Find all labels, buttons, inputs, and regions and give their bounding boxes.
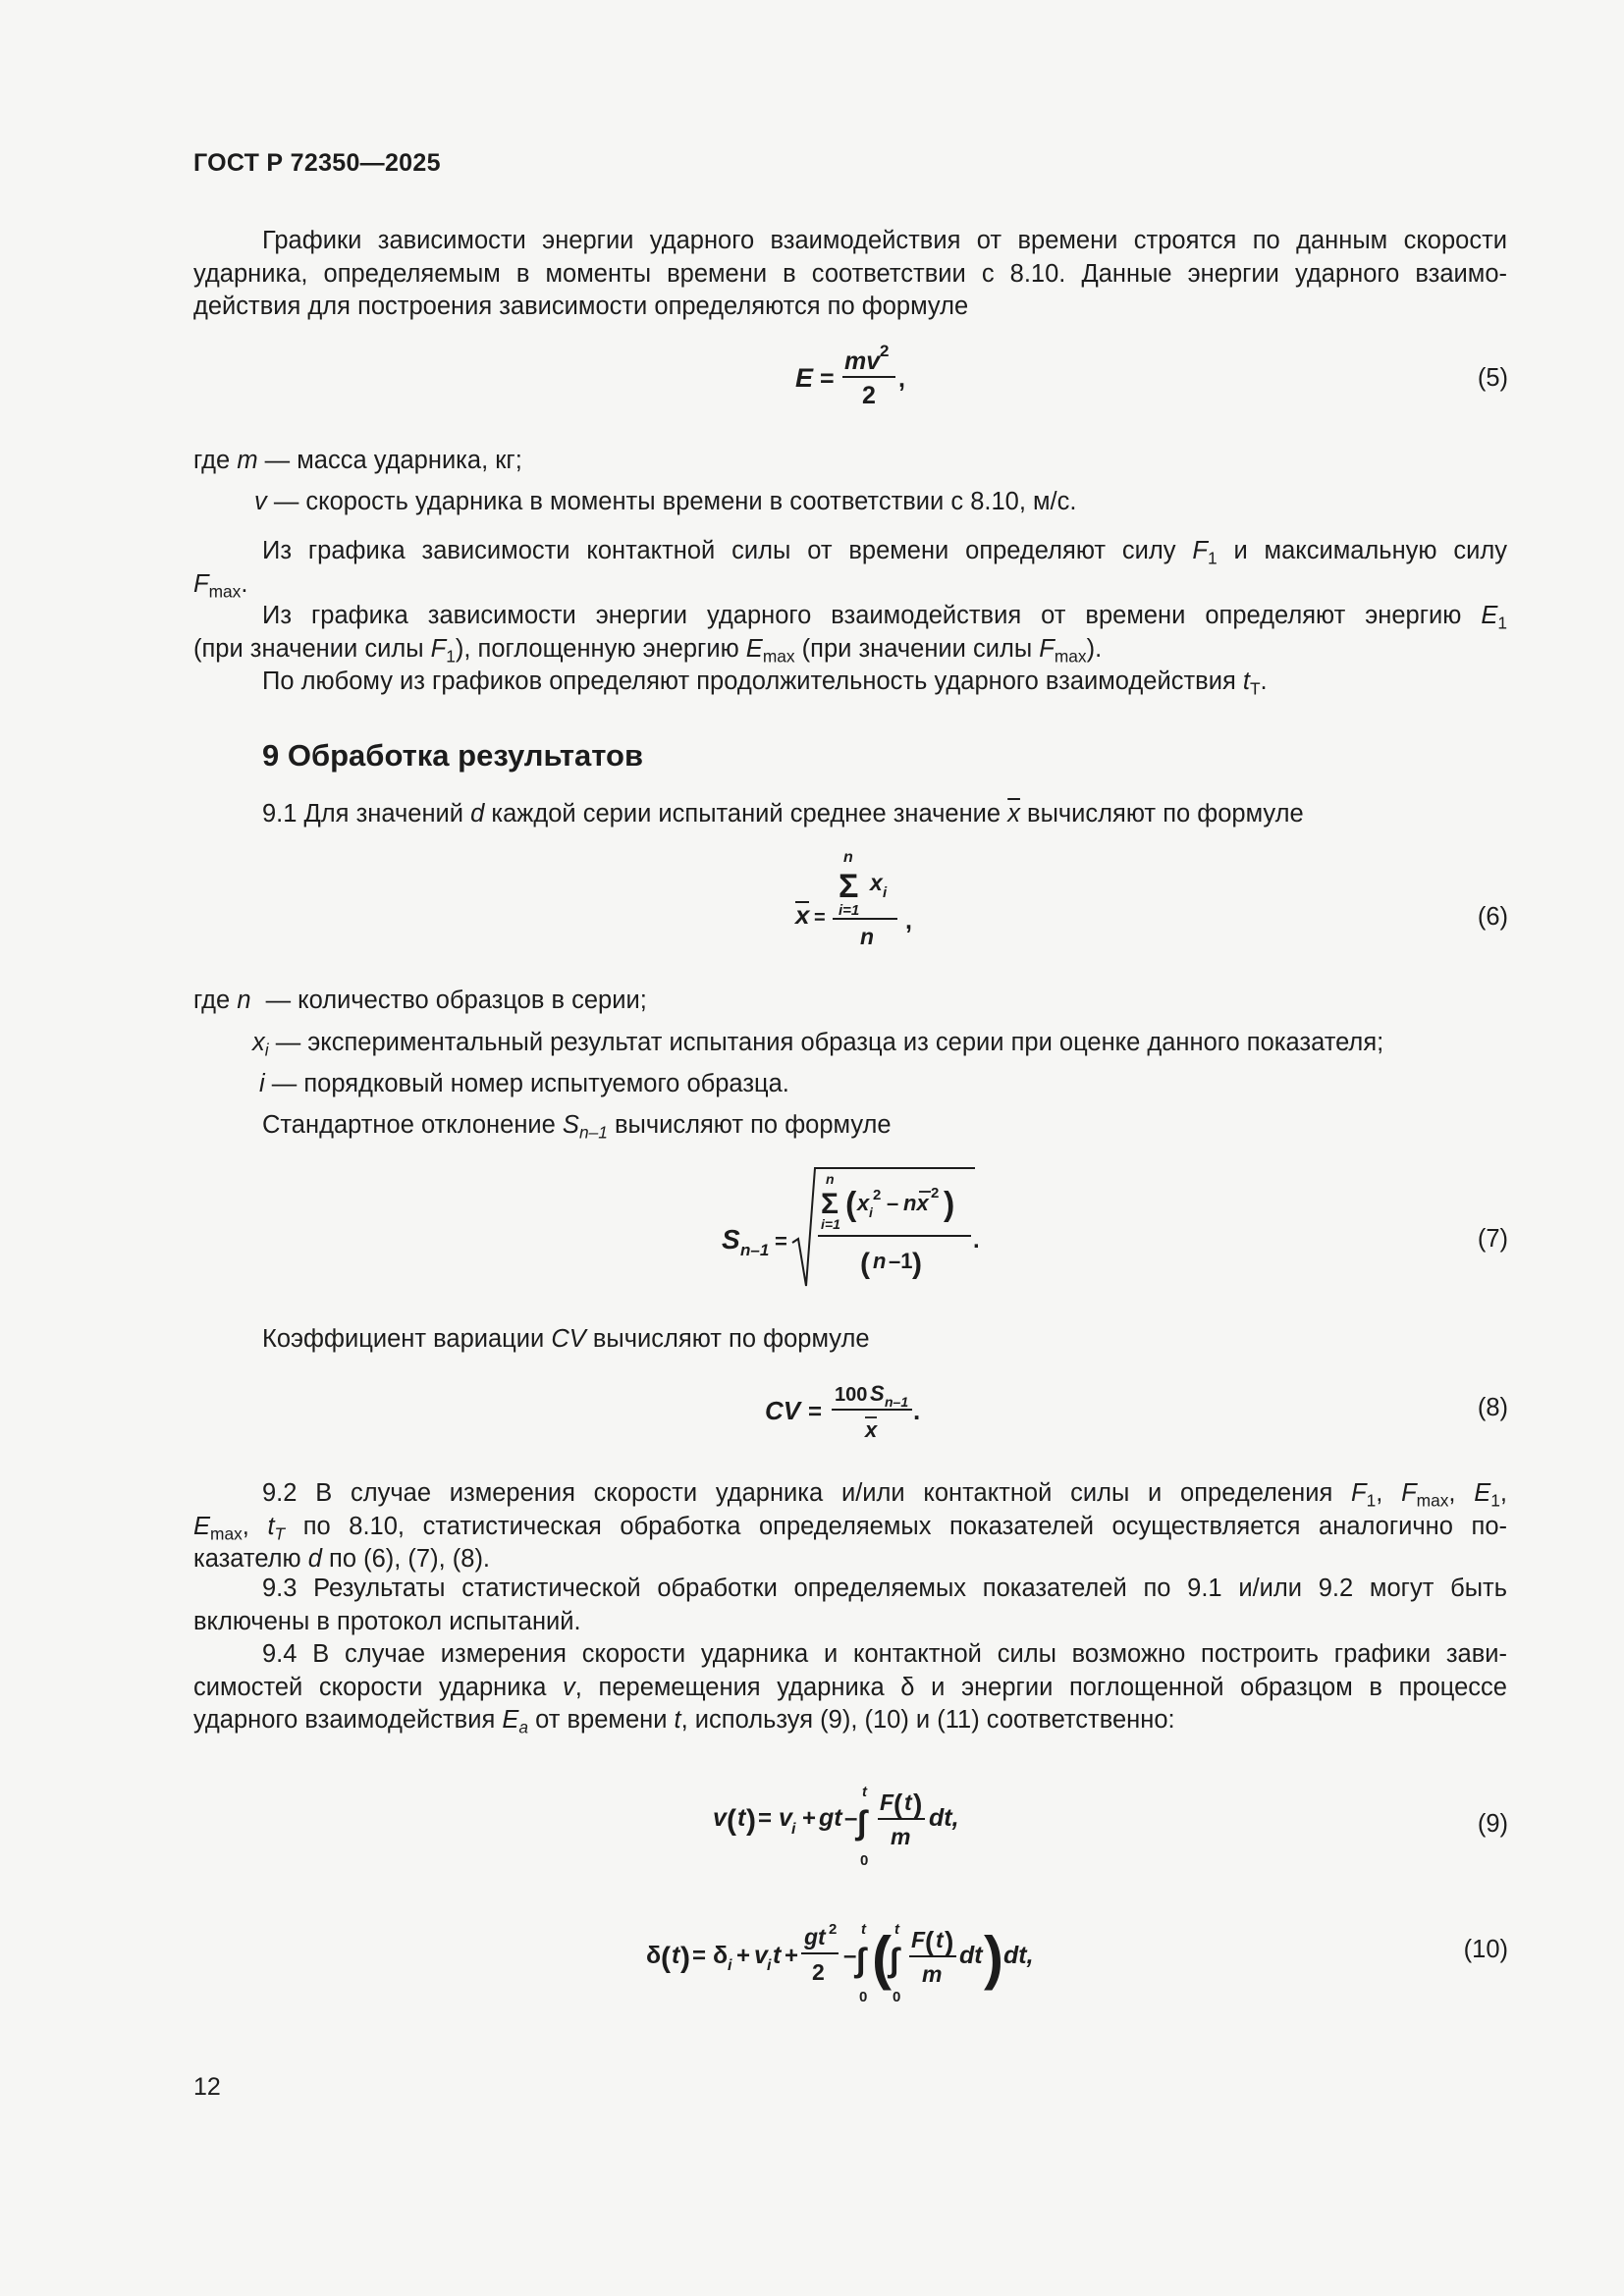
svg-text:0: 0 (893, 1989, 901, 2005)
svg-text:(: ( (661, 1942, 671, 1974)
svg-text:t: t (737, 1804, 746, 1832)
svg-text:t: t (862, 1784, 867, 1800)
section-9-heading: 9 Обработка результатов (262, 738, 644, 773)
svg-text:): ) (746, 1804, 756, 1837)
svg-text:): ) (680, 1942, 690, 1974)
svg-text:2: 2 (931, 1185, 940, 1201)
energy-line-1: Из графика зависимости энергии ударного взаимодействия от времени определяют энергию $E_1$ (262, 602, 1507, 633)
svg-text:δ: δ (713, 1942, 729, 1969)
svg-text:v: v (713, 1804, 727, 1832)
equation-number-5: (5) (1477, 364, 1508, 392)
svg-text:,: , (905, 907, 912, 934)
svg-text:δ: δ (646, 1942, 662, 1969)
svg-text:Σ: Σ (821, 1188, 839, 1220)
svg-text:n–1: n–1 (885, 1394, 909, 1410)
svg-text:(: ( (872, 1925, 892, 1991)
svg-text:(: ( (893, 1789, 903, 1819)
svg-text:x: x (870, 870, 883, 895)
svg-text:0: 0 (859, 1989, 868, 2005)
formula-9 (711, 1777, 1015, 1884)
intro-line-1: Графики зависимости энергии ударного взаимодействия от времени строятся по данным скорости (262, 227, 1507, 254)
equation-number-9: (9) (1477, 1810, 1508, 1838)
where-v-text: — скорость ударника в моменты времени в соответствии с 8.10, м/с. (266, 488, 1077, 515)
clause-9-3-line-1: 9.3 Результаты статистической обработки определяемых показателей по 9.1 и/или 9.2 могут быть (262, 1575, 1507, 1602)
svg-text:v: v (779, 1804, 792, 1832)
symbol-i: i (259, 1070, 265, 1097)
svg-text:(: ( (925, 1926, 935, 1956)
std-intro-line: Стандартное отклонение $S_{n-1}$ вычисляют по формуле (262, 1111, 892, 1143)
svg-text:gt: gt (819, 1804, 842, 1832)
svg-text:n–1: n–1 (740, 1241, 770, 1259)
svg-text:F: F (911, 1927, 926, 1952)
equation-number-8: (8) (1477, 1394, 1508, 1421)
equation-number-6: (6) (1477, 903, 1508, 931)
svg-text:∫: ∫ (856, 1942, 866, 1979)
clause-9-2-line-1: 9.2 В случае измерения скорости ударника и/или контактной силы и определения $F_1$, $F_{max}$, $E_1$, (262, 1479, 1507, 1511)
svg-text:–: – (887, 1191, 899, 1215)
eq5-numerator: mv (844, 347, 881, 375)
where-xi-line: $x_i$ — экспериментальный результат испытания образца из серии при оценке данного показателя; (252, 1029, 1384, 1060)
svg-text:=: = (775, 1229, 787, 1254)
symbol-xi: x (252, 1029, 265, 1056)
clause-9-2-line-3: казателю d по (6), (7), (8). (193, 1545, 491, 1573)
svg-text:i=1: i=1 (821, 1216, 840, 1232)
svg-text:0: 0 (860, 1852, 869, 1869)
formula-10 (644, 1914, 1076, 2019)
svg-text:+: + (785, 1943, 799, 1969)
svg-text:x: x (857, 1191, 870, 1215)
svg-text:): ) (912, 1248, 922, 1280)
svg-text:gt: gt (804, 1924, 826, 1949)
svg-text:t: t (861, 1921, 866, 1938)
symbol-n: n (237, 987, 251, 1014)
svg-text:i: i (869, 1204, 873, 1220)
formula-7 (720, 1164, 985, 1297)
svg-text:–: – (844, 1805, 858, 1832)
svg-text:S: S (870, 1381, 885, 1406)
svg-text:dt: dt (959, 1942, 983, 1969)
svg-text:): ) (944, 1186, 955, 1223)
duration-line: По любому из графиков определяют продолжительность ударного взаимодействия $t_T$. (262, 667, 1268, 699)
where-n-line: где n — количество образцов в серии; (193, 987, 647, 1014)
svg-text:n: n (860, 924, 875, 949)
cv-intro-line: Коэффициент вариации CV вычисляют по формуле (262, 1325, 870, 1353)
where-i-line: i — порядковый номер испытуемого образца. (259, 1070, 789, 1097)
svg-text:=: = (692, 1943, 707, 1969)
where-m-text: — масса ударника, кг; (257, 447, 522, 474)
formula-6 (789, 846, 937, 959)
svg-text:): ) (984, 1925, 1003, 1991)
svg-text:x: x (865, 1417, 878, 1442)
svg-text:∫: ∫ (890, 1942, 899, 1979)
svg-text:=: = (808, 1399, 823, 1425)
svg-text:i: i (791, 1821, 796, 1838)
page-number: 12 (193, 2073, 221, 2101)
clause-9-2-line-2: $E_{max}$, $t_T$ по 8.10, статистическая обработка определяемых показателей осуществляется аналогично по- (193, 1512, 1508, 1544)
force-paragraph (193, 535, 1507, 601)
svg-text:2: 2 (812, 1959, 825, 1985)
svg-text:.: . (913, 1396, 921, 1425)
svg-text:2: 2 (873, 1187, 882, 1203)
svg-text:t: t (894, 1921, 899, 1938)
svg-text:n: n (873, 1249, 887, 1273)
eq5-denominator: 2 (862, 382, 876, 409)
equation-number-7: (7) (1477, 1225, 1508, 1253)
clause-9-4-line-3: ударного взаимодействия $E_a$ от времени t, используя (9), (10) и (11) соответственно: (193, 1706, 1175, 1737)
svg-text:t: t (936, 1927, 944, 1952)
where-v-line (254, 486, 1076, 519)
clause-9-2 (193, 1477, 1507, 1576)
svg-text:): ) (945, 1926, 954, 1956)
svg-text:t: t (904, 1789, 912, 1815)
symbol-m: m (237, 447, 258, 474)
clause-9-1: 9.1 Для значений d каждой серии испытаний среднее значение $\overline{x}$ вычисляют по формуле (262, 800, 1304, 828)
svg-text:i: i (767, 1957, 772, 1974)
intro-line-2: ударника, определяемым в моменты времени в соответствии с 8.10. Данные энергии ударного взаимо- (193, 259, 1507, 288)
svg-text:(: ( (860, 1248, 870, 1280)
svg-text:nx: nx (903, 1191, 929, 1215)
svg-text:+: + (802, 1805, 817, 1832)
clause-9-4-line-2: симостей скорости ударника v, перемещения ударника δ и энергии поглощенной образцом в процессе (193, 1673, 1507, 1701)
svg-text:t: t (672, 1942, 680, 1969)
force-line-2: $F_{max}$. (193, 569, 248, 602)
svg-text:x: x (795, 900, 810, 930)
intro-line-3: действия для построения зависимости определяются по формуле (193, 293, 969, 320)
document-header: ГОСТ Р 72350—2025 (193, 149, 441, 177)
svg-text:): ) (913, 1789, 923, 1819)
svg-text:i: i (883, 884, 888, 901)
svg-text:.: . (973, 1227, 980, 1254)
svg-text:F: F (880, 1789, 894, 1815)
svg-text:=: = (814, 907, 826, 929)
svg-text:i=1: i=1 (839, 902, 860, 919)
x-bar-symbol: $\overline{x}$ (1007, 800, 1020, 828)
svg-text:(: ( (845, 1186, 857, 1223)
clause-9-4 (193, 1638, 1507, 1737)
svg-text:n: n (826, 1171, 835, 1187)
clause-9-3 (193, 1573, 1507, 1638)
svg-text:–1: –1 (889, 1249, 913, 1273)
svg-text:CV: CV (765, 1396, 801, 1425)
energy-line-2: (при значении силы $F_1$), поглощенную энергию $E_{max}$ (при значении силы $F_{max}$). (193, 634, 1103, 667)
eq5-lhs: E (795, 363, 814, 393)
svg-text:(: ( (727, 1804, 736, 1837)
svg-text:m: m (891, 1824, 911, 1849)
svg-text:dt,: dt, (929, 1804, 959, 1832)
svg-text:=: = (820, 365, 835, 393)
force-line-1: Из графика зависимости контактной силы от времени определяют силу $F_1$ и максимальную силу (262, 537, 1507, 568)
svg-text:v: v (754, 1942, 768, 1969)
svg-text:100: 100 (835, 1384, 868, 1406)
svg-text:2: 2 (829, 1921, 838, 1938)
svg-text:–: – (843, 1943, 857, 1969)
formula-5 (793, 340, 921, 417)
symbol-v: v (254, 488, 267, 515)
svg-text:i: i (728, 1957, 732, 1974)
svg-text:t: t (773, 1942, 782, 1969)
clause-9-4-line-1: 9.4 В случае измерения скорости ударника и контактной силы возможно построить графики зави- (262, 1640, 1507, 1668)
svg-text:S: S (722, 1224, 740, 1255)
where-prefix: где (193, 447, 231, 474)
svg-text:+: + (736, 1943, 751, 1969)
svg-text:m: m (922, 1961, 943, 1987)
energy-paragraph (193, 600, 1507, 666)
where-m-line (193, 445, 522, 478)
svg-text:∫: ∫ (857, 1804, 867, 1842)
svg-text:dt,: dt, (1003, 1942, 1034, 1969)
clause-9-3-line-2: включены в протокол испытаний. (193, 1607, 581, 1635)
intro-paragraph (193, 225, 1507, 324)
eq5-numerator-power: 2 (880, 342, 890, 360)
svg-text:n: n (843, 849, 853, 866)
equation-number-10: (10) (1463, 1936, 1508, 1963)
formula-8 (763, 1372, 949, 1452)
svg-text:Σ: Σ (839, 868, 859, 905)
svg-text:,: , (898, 365, 905, 393)
svg-text:=: = (758, 1805, 773, 1832)
